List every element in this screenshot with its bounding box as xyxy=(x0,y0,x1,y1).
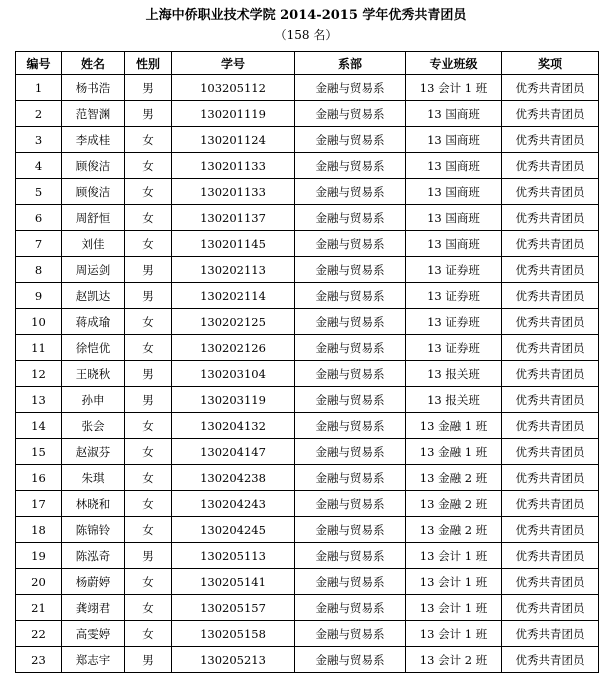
honor-roll-table xyxy=(15,51,599,673)
student-gender: 女 xyxy=(125,439,172,465)
award: 优秀共青团员 xyxy=(502,413,599,439)
award: 优秀共青团员 xyxy=(502,439,599,465)
department: 金融与贸易系 xyxy=(295,491,406,517)
student-gender: 女 xyxy=(125,569,172,595)
student-id: 130201133 xyxy=(172,179,295,205)
class-name: 13 国商班 xyxy=(406,179,502,205)
student-gender: 男 xyxy=(125,647,172,673)
table-row xyxy=(16,127,599,153)
student-id: 130205158 xyxy=(172,621,295,647)
student-name: 王晓秋 xyxy=(62,361,125,387)
student-name: 高雯婷 xyxy=(62,621,125,647)
class-name: 13 会计 2 班 xyxy=(406,647,502,673)
student-gender: 女 xyxy=(125,231,172,257)
student-name: 顾俊洁 xyxy=(62,153,125,179)
department: 金融与贸易系 xyxy=(295,231,406,257)
student-name: 林晓和 xyxy=(62,491,125,517)
student-gender: 男 xyxy=(125,543,172,569)
award: 优秀共青团员 xyxy=(502,621,599,647)
student-id: 130202113 xyxy=(172,257,295,283)
row-number: 6 xyxy=(16,205,62,231)
column-header: 专业班级 xyxy=(406,52,502,75)
department: 金融与贸易系 xyxy=(295,335,406,361)
student-id: 130205141 xyxy=(172,569,295,595)
student-gender: 男 xyxy=(125,387,172,413)
student-name: 朱琪 xyxy=(62,465,125,491)
table-row xyxy=(16,231,599,257)
department: 金融与贸易系 xyxy=(295,127,406,153)
table-row xyxy=(16,569,599,595)
table-row xyxy=(16,517,599,543)
department: 金融与贸易系 xyxy=(295,647,406,673)
department: 金融与贸易系 xyxy=(295,101,406,127)
student-gender: 男 xyxy=(125,257,172,283)
student-name: 赵凯达 xyxy=(62,283,125,309)
student-gender: 女 xyxy=(125,309,172,335)
row-number: 8 xyxy=(16,257,62,283)
class-name: 13 金融 1 班 xyxy=(406,413,502,439)
student-gender: 女 xyxy=(125,621,172,647)
row-number: 11 xyxy=(16,335,62,361)
student-id: 130204238 xyxy=(172,465,295,491)
class-name: 13 证券班 xyxy=(406,283,502,309)
class-name: 13 金融 1 班 xyxy=(406,439,502,465)
department: 金融与贸易系 xyxy=(295,361,406,387)
class-name: 13 证券班 xyxy=(406,309,502,335)
table-row xyxy=(16,439,599,465)
student-gender: 女 xyxy=(125,127,172,153)
class-name: 13 国商班 xyxy=(406,205,502,231)
award: 优秀共青团员 xyxy=(502,257,599,283)
table-row xyxy=(16,543,599,569)
row-number: 18 xyxy=(16,517,62,543)
row-number: 13 xyxy=(16,387,62,413)
student-id: 130203104 xyxy=(172,361,295,387)
student-gender: 女 xyxy=(125,153,172,179)
table-row xyxy=(16,387,599,413)
student-id: 130202114 xyxy=(172,283,295,309)
award: 优秀共青团员 xyxy=(502,595,599,621)
student-id: 130201137 xyxy=(172,205,295,231)
class-name: 13 报关班 xyxy=(406,361,502,387)
department: 金融与贸易系 xyxy=(295,205,406,231)
table-row xyxy=(16,335,599,361)
student-id: 130205157 xyxy=(172,595,295,621)
class-name: 13 会计 1 班 xyxy=(406,595,502,621)
award: 优秀共青团员 xyxy=(502,153,599,179)
student-name: 陈泓奇 xyxy=(62,543,125,569)
table-row xyxy=(16,309,599,335)
department: 金融与贸易系 xyxy=(295,387,406,413)
column-header: 系部 xyxy=(295,52,406,75)
department: 金融与贸易系 xyxy=(295,283,406,309)
table-row xyxy=(16,205,599,231)
class-name: 13 会计 1 班 xyxy=(406,543,502,569)
table-row xyxy=(16,153,599,179)
department: 金融与贸易系 xyxy=(295,413,406,439)
award: 优秀共青团员 xyxy=(502,647,599,673)
class-name: 13 国商班 xyxy=(406,153,502,179)
class-name: 13 金融 2 班 xyxy=(406,517,502,543)
award: 优秀共青团员 xyxy=(502,361,599,387)
student-name: 郑志宇 xyxy=(62,647,125,673)
award: 优秀共青团员 xyxy=(502,335,599,361)
row-number: 1 xyxy=(16,75,62,101)
student-id: 130201145 xyxy=(172,231,295,257)
table-header-row xyxy=(16,52,599,75)
student-id: 130204243 xyxy=(172,491,295,517)
table-row xyxy=(16,283,599,309)
class-name: 13 会计 1 班 xyxy=(406,569,502,595)
table-body xyxy=(16,75,599,673)
row-number: 21 xyxy=(16,595,62,621)
row-number: 5 xyxy=(16,179,62,205)
class-name: 13 证券班 xyxy=(406,335,502,361)
student-name: 刘佳 xyxy=(62,231,125,257)
table-row xyxy=(16,75,599,101)
award: 优秀共青团员 xyxy=(502,387,599,413)
department: 金融与贸易系 xyxy=(295,179,406,205)
table-row xyxy=(16,257,599,283)
table-row xyxy=(16,491,599,517)
row-number: 22 xyxy=(16,621,62,647)
award: 优秀共青团员 xyxy=(502,231,599,257)
student-id: 130204147 xyxy=(172,439,295,465)
student-gender: 女 xyxy=(125,335,172,361)
department: 金融与贸易系 xyxy=(295,517,406,543)
department: 金融与贸易系 xyxy=(295,439,406,465)
row-number: 4 xyxy=(16,153,62,179)
student-gender: 男 xyxy=(125,75,172,101)
award: 优秀共青团员 xyxy=(502,283,599,309)
student-name: 李成桂 xyxy=(62,127,125,153)
row-number: 17 xyxy=(16,491,62,517)
class-name: 13 金融 2 班 xyxy=(406,491,502,517)
department: 金融与贸易系 xyxy=(295,543,406,569)
class-name: 13 报关班 xyxy=(406,387,502,413)
row-number: 3 xyxy=(16,127,62,153)
award: 优秀共青团员 xyxy=(502,491,599,517)
student-name: 杨蔚婷 xyxy=(62,569,125,595)
document-subtitle: （158 名） xyxy=(274,28,338,42)
student-name: 杨书浩 xyxy=(62,75,125,101)
student-id: 130205213 xyxy=(172,647,295,673)
department: 金融与贸易系 xyxy=(295,153,406,179)
student-id: 130204132 xyxy=(172,413,295,439)
class-name: 13 国商班 xyxy=(406,127,502,153)
column-header: 奖项 xyxy=(502,52,599,75)
row-number: 19 xyxy=(16,543,62,569)
table-row xyxy=(16,101,599,127)
student-gender: 女 xyxy=(125,413,172,439)
department: 金融与贸易系 xyxy=(295,257,406,283)
student-gender: 女 xyxy=(125,179,172,205)
award: 优秀共青团员 xyxy=(502,75,599,101)
student-gender: 男 xyxy=(125,361,172,387)
student-name: 周舒恒 xyxy=(62,205,125,231)
department: 金融与贸易系 xyxy=(295,621,406,647)
department: 金融与贸易系 xyxy=(295,569,406,595)
student-id: 130204245 xyxy=(172,517,295,543)
table-row xyxy=(16,465,599,491)
student-gender: 女 xyxy=(125,491,172,517)
student-id: 130203119 xyxy=(172,387,295,413)
award: 优秀共青团员 xyxy=(502,205,599,231)
student-name: 孙申 xyxy=(62,387,125,413)
class-name: 13 证券班 xyxy=(406,257,502,283)
column-header: 编号 xyxy=(16,52,62,75)
award: 优秀共青团员 xyxy=(502,517,599,543)
table-row xyxy=(16,413,599,439)
award: 优秀共青团员 xyxy=(502,465,599,491)
column-header: 姓名 xyxy=(62,52,125,75)
award: 优秀共青团员 xyxy=(502,569,599,595)
department: 金融与贸易系 xyxy=(295,309,406,335)
student-id: 130202125 xyxy=(172,309,295,335)
row-number: 20 xyxy=(16,569,62,595)
student-name: 张会 xyxy=(62,413,125,439)
student-gender: 女 xyxy=(125,595,172,621)
class-name: 13 金融 2 班 xyxy=(406,465,502,491)
student-id: 103205112 xyxy=(172,75,295,101)
row-number: 14 xyxy=(16,413,62,439)
row-number: 15 xyxy=(16,439,62,465)
student-name: 龚翊君 xyxy=(62,595,125,621)
award: 优秀共青团员 xyxy=(502,101,599,127)
table-row xyxy=(16,595,599,621)
student-name: 范智渊 xyxy=(62,101,125,127)
award: 优秀共青团员 xyxy=(502,309,599,335)
award: 优秀共青团员 xyxy=(502,179,599,205)
row-number: 16 xyxy=(16,465,62,491)
document-title: 上海中侨职业技术学院 2014-2015 学年优秀共青团员 xyxy=(145,8,467,23)
column-header: 性别 xyxy=(125,52,172,75)
student-id: 130201124 xyxy=(172,127,295,153)
row-number: 2 xyxy=(16,101,62,127)
student-gender: 女 xyxy=(125,205,172,231)
row-number: 7 xyxy=(16,231,62,257)
student-id: 130201133 xyxy=(172,153,295,179)
student-id: 130202126 xyxy=(172,335,295,361)
department: 金融与贸易系 xyxy=(295,75,406,101)
student-gender: 女 xyxy=(125,465,172,491)
student-name: 赵淑芬 xyxy=(62,439,125,465)
student-name: 陈锦铃 xyxy=(62,517,125,543)
student-gender: 男 xyxy=(125,283,172,309)
table-row xyxy=(16,179,599,205)
class-name: 13 国商班 xyxy=(406,231,502,257)
row-number: 9 xyxy=(16,283,62,309)
student-gender: 女 xyxy=(125,517,172,543)
class-name: 13 会计 1 班 xyxy=(406,621,502,647)
column-header: 学号 xyxy=(172,52,295,75)
department: 金融与贸易系 xyxy=(295,465,406,491)
class-name: 13 会计 1 班 xyxy=(406,75,502,101)
student-name: 蒋成瑜 xyxy=(62,309,125,335)
student-name: 顾俊洁 xyxy=(62,179,125,205)
department: 金融与贸易系 xyxy=(295,595,406,621)
table-row xyxy=(16,361,599,387)
student-gender: 男 xyxy=(125,101,172,127)
student-id: 130205113 xyxy=(172,543,295,569)
row-number: 10 xyxy=(16,309,62,335)
class-name: 13 国商班 xyxy=(406,101,502,127)
award: 优秀共青团员 xyxy=(502,543,599,569)
student-name: 徐恺优 xyxy=(62,335,125,361)
student-name: 周运剑 xyxy=(62,257,125,283)
row-number: 23 xyxy=(16,647,62,673)
award: 优秀共青团员 xyxy=(502,127,599,153)
student-id: 130201119 xyxy=(172,101,295,127)
table-row xyxy=(16,621,599,647)
row-number: 12 xyxy=(16,361,62,387)
